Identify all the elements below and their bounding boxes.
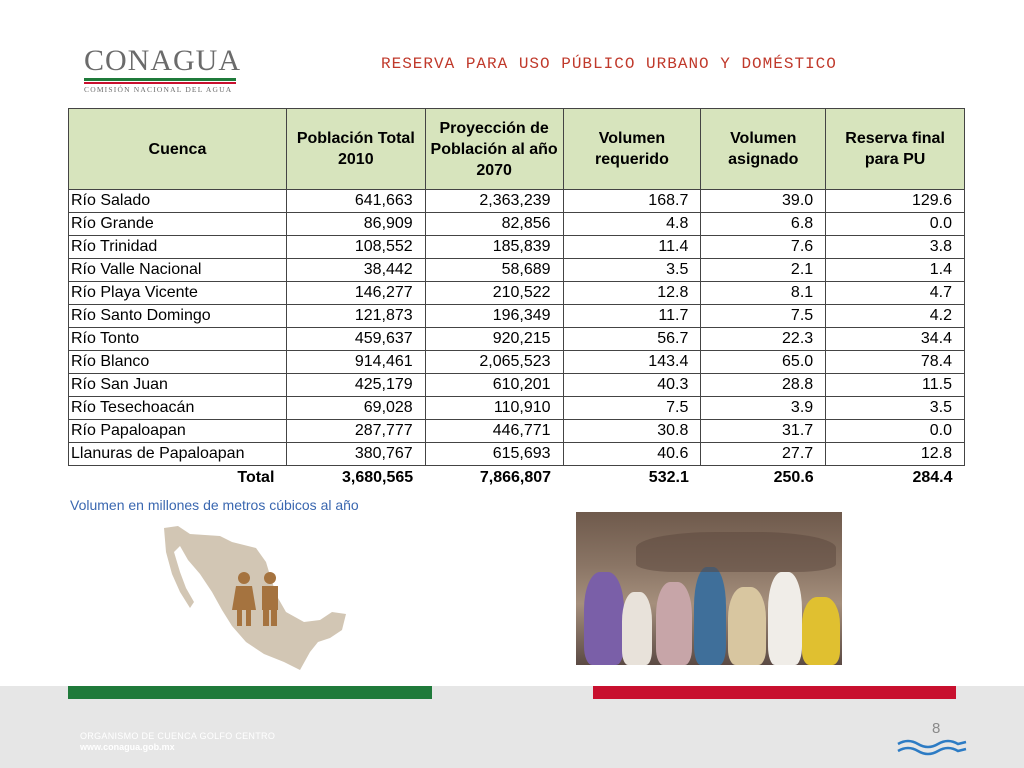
cell-volumen-requerido: 40.3 (563, 374, 701, 397)
cell-proyeccion-2070: 185,839 (425, 236, 563, 259)
cell-cuenca: Río Trinidad (69, 236, 287, 259)
table-row (69, 213, 965, 236)
cell-volumen-asignado: 7.5 (701, 305, 826, 328)
cell-cuenca: Río Playa Vicente (69, 282, 287, 305)
cell-volumen-requerido: 7.5 (563, 397, 701, 420)
green-bar (68, 686, 432, 699)
crowd-photo (576, 512, 842, 665)
cell-volumen-requerido: 56.7 (563, 328, 701, 351)
cell-volumen-requerido: 3.5 (563, 259, 701, 282)
table-header-row (69, 109, 965, 190)
table-row (69, 236, 965, 259)
cell-reserva-final: 1.4 (826, 259, 965, 282)
cell-poblacion-2010: 146,277 (286, 282, 425, 305)
header-volumen-asignado: Volumen asignado (701, 109, 826, 190)
header-proyeccion-2070: Proyección de Población al año 2070 (425, 109, 563, 190)
cell-poblacion-2010: 641,663 (286, 190, 425, 213)
table-row (69, 351, 965, 374)
cell-volumen-requerido: 168.7 (563, 190, 701, 213)
cell-proyeccion-2070: 58,689 (425, 259, 563, 282)
cell-poblacion-2010: 38,442 (286, 259, 425, 282)
cell-proyeccion-2070: 110,910 (425, 397, 563, 420)
cell-reserva-final: 78.4 (826, 351, 965, 374)
total-volumen-requerido: 532.1 (648, 469, 689, 486)
cell-cuenca: Río Papaloapan (69, 420, 287, 443)
cell-volumen-requerido: 40.6 (563, 443, 701, 466)
total-row (69, 466, 965, 491)
cell-reserva-final: 0.0 (826, 213, 965, 236)
cell-proyeccion-2070: 82,856 (425, 213, 563, 236)
cell-poblacion-2010: 108,552 (286, 236, 425, 259)
cell-reserva-final: 3.8 (826, 236, 965, 259)
cell-volumen-asignado: 8.1 (701, 282, 826, 305)
total-poblacion-2010: 3,680,565 (342, 469, 414, 486)
cell-poblacion-2010: 425,179 (286, 374, 425, 397)
cell-volumen-requerido: 11.4 (563, 236, 701, 259)
cell-reserva-final: 34.4 (826, 328, 965, 351)
total-proyeccion-2070: 7,866,807 (479, 469, 552, 486)
mexico-map-icon (160, 522, 350, 672)
table-row (69, 374, 965, 397)
total-volumen-asignado: 250.6 (773, 469, 814, 486)
logo-wordmark: CONAGUA (84, 44, 241, 77)
cell-volumen-asignado: 3.9 (701, 397, 826, 420)
cell-volumen-asignado: 28.8 (701, 374, 826, 397)
cell-volumen-requerido: 30.8 (563, 420, 701, 443)
reserve-table (68, 108, 965, 490)
cell-reserva-final: 11.5 (826, 374, 965, 397)
cell-poblacion-2010: 287,777 (286, 420, 425, 443)
cell-poblacion-2010: 69,028 (286, 397, 425, 420)
cell-volumen-asignado: 31.7 (701, 420, 826, 443)
logo-subtitle: COMISIÓN NACIONAL DEL AGUA (84, 85, 233, 94)
cell-volumen-asignado: 22.3 (701, 328, 826, 351)
slide-title: RESERVA PARA USO PÚBLICO URBANO Y DOMÉSTICO (381, 55, 837, 73)
cell-proyeccion-2070: 210,522 (425, 282, 563, 305)
cell-volumen-requerido: 4.8 (563, 213, 701, 236)
footer-organization: ORGANISMO DE CUENCA GOLFO CENTRO (80, 731, 276, 741)
cell-reserva-final: 12.8 (826, 443, 965, 466)
table-row (69, 328, 965, 351)
cell-cuenca: Río Grande (69, 213, 287, 236)
table-row (69, 190, 965, 213)
waves-icon (896, 736, 968, 758)
total-reserva-final: 284.4 (912, 469, 953, 486)
red-bar (593, 686, 956, 699)
cell-proyeccion-2070: 2,363,239 (425, 190, 563, 213)
table-row (69, 420, 965, 443)
header-poblacion-2010: Población Total 2010 (286, 109, 425, 190)
cell-volumen-requerido: 11.7 (563, 305, 701, 328)
table-row (69, 259, 965, 282)
cell-cuenca: Río Tesechoacán (69, 397, 287, 420)
table-row (69, 443, 965, 466)
units-note: Volumen en millones de metros cúbicos al año (70, 497, 359, 513)
cell-proyeccion-2070: 615,693 (425, 443, 563, 466)
cell-cuenca: Río San Juan (69, 374, 287, 397)
cell-poblacion-2010: 86,909 (286, 213, 425, 236)
page-number: 8 (932, 720, 941, 737)
logo-stripes (84, 78, 236, 84)
cell-poblacion-2010: 914,461 (286, 351, 425, 374)
cell-volumen-asignado: 39.0 (701, 190, 826, 213)
cell-cuenca: Río Valle Nacional (69, 259, 287, 282)
cell-volumen-asignado: 2.1 (701, 259, 826, 282)
cell-reserva-final: 0.0 (826, 420, 965, 443)
cell-poblacion-2010: 121,873 (286, 305, 425, 328)
footer-website: www.conagua.gob.mx (80, 742, 175, 752)
cell-proyeccion-2070: 610,201 (425, 374, 563, 397)
cell-cuenca: Llanuras de Papaloapan (69, 443, 287, 466)
cell-cuenca: Río Salado (69, 190, 287, 213)
header-cuenca: Cuenca (69, 109, 287, 190)
header-reserva-final: Reserva final para PU (826, 109, 965, 190)
header-volumen-requerido: Volumen requerido (563, 109, 701, 190)
cell-poblacion-2010: 459,637 (286, 328, 425, 351)
table-row (69, 282, 965, 305)
cell-volumen-requerido: 12.8 (563, 282, 701, 305)
cell-poblacion-2010: 380,767 (286, 443, 425, 466)
cell-proyeccion-2070: 920,215 (425, 328, 563, 351)
table-row (69, 305, 965, 328)
cell-volumen-asignado: 65.0 (701, 351, 826, 374)
conagua-logo (84, 46, 244, 92)
cell-cuenca: Río Tonto (69, 328, 287, 351)
cell-volumen-asignado: 27.7 (701, 443, 826, 466)
cell-reserva-final: 129.6 (826, 190, 965, 213)
cell-proyeccion-2070: 446,771 (425, 420, 563, 443)
cell-volumen-requerido: 143.4 (563, 351, 701, 374)
total-cuenca: Total (237, 469, 275, 486)
cell-reserva-final: 4.7 (826, 282, 965, 305)
cell-cuenca: Río Blanco (69, 351, 287, 374)
table-row (69, 397, 965, 420)
cell-proyeccion-2070: 2,065,523 (425, 351, 563, 374)
cell-volumen-asignado: 7.6 (701, 236, 826, 259)
cell-reserva-final: 4.2 (826, 305, 965, 328)
cell-reserva-final: 3.5 (826, 397, 965, 420)
cell-proyeccion-2070: 196,349 (425, 305, 563, 328)
cell-cuenca: Río Santo Domingo (69, 305, 287, 328)
cell-volumen-asignado: 6.8 (701, 213, 826, 236)
